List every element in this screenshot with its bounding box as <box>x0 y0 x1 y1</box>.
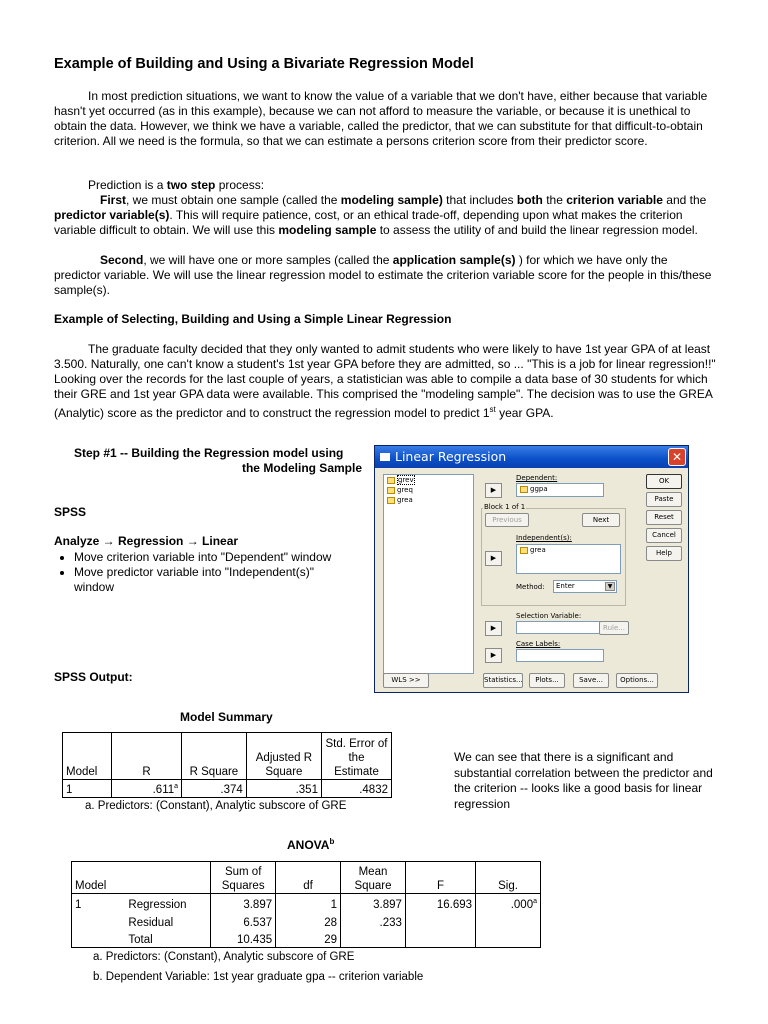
bold-text: First <box>100 193 127 207</box>
text: that includes <box>442 193 517 207</box>
variable-name: greq <box>397 486 413 494</box>
model-summary-title: Model Summary <box>180 710 273 724</box>
text: to assess the utility of and build the linear regression model. <box>376 223 698 237</box>
bold-text: modeling sample <box>278 223 377 237</box>
next-button[interactable]: Next <box>582 513 620 527</box>
case-labels-field[interactable] <box>516 649 604 662</box>
table-cell: 3.897 <box>341 894 406 912</box>
table-cell <box>72 930 126 948</box>
table-cell: Regression <box>125 894 210 912</box>
selection-variable-label: Selection Variable: <box>516 612 582 620</box>
footnote-marker: a <box>533 897 537 905</box>
header-cell: Sig. <box>476 862 541 894</box>
first-step-paragraph <box>54 193 716 238</box>
bold-text: Second <box>100 253 144 267</box>
variable-icon <box>387 497 395 504</box>
table-cell <box>476 894 541 912</box>
list-item[interactable] <box>517 545 620 555</box>
table-cell <box>405 930 475 948</box>
variable-icon <box>520 486 528 493</box>
reset-button[interactable]: Reset <box>646 510 682 525</box>
table-row <box>72 912 541 930</box>
list-item[interactable] <box>384 485 473 495</box>
variable-name: grev <box>398 476 414 484</box>
block-label: Block 1 of 1 <box>484 503 526 511</box>
table-cell: .351 <box>246 780 321 798</box>
chevron-down-icon[interactable]: ▼ <box>605 582 615 591</box>
analyze-menu-path: Analyze → Regression → Linear <box>54 534 239 548</box>
r-value: .611 <box>152 783 175 796</box>
options-button[interactable]: Options... <box>616 673 658 688</box>
method-value: Enter <box>556 582 575 590</box>
list-item[interactable] <box>384 475 473 485</box>
footnote-marker: a <box>174 783 179 790</box>
header-cell: R Square <box>182 733 247 780</box>
selection-variable-field[interactable] <box>516 621 604 634</box>
step1-instructions <box>54 550 354 595</box>
spss-label: SPSS <box>54 505 87 519</box>
table-row <box>63 780 392 798</box>
table-cell: Total <box>125 930 210 948</box>
table-cell <box>405 912 475 930</box>
bold-text: predictor variable(s) <box>54 208 170 222</box>
spss-output-label: SPSS Output: <box>54 670 133 684</box>
table-header-row <box>72 862 541 894</box>
text: , we will have one or more samples (called the <box>143 253 393 267</box>
list-item[interactable] <box>384 495 473 505</box>
paste-button[interactable]: Paste <box>646 492 682 507</box>
anova-footnote-a: a. Predictors: (Constant), Analytic subscore of GRE <box>93 951 355 963</box>
ok-button[interactable]: OK <box>646 474 682 489</box>
header-cell: Std. Error of the Estimate <box>321 733 391 780</box>
dependent-field[interactable] <box>516 483 604 497</box>
list-item: • Move predictor variable into "Independent(s)" window <box>74 565 354 595</box>
table-cell: 10.435 <box>211 930 276 948</box>
model-summary-footnote: a. Predictors: (Constant), Analytic subscore of GRE <box>85 800 347 812</box>
wls-button[interactable]: WLS >> <box>383 673 429 688</box>
plots-button[interactable]: Plots... <box>529 673 565 688</box>
bold-text: two step <box>166 178 216 192</box>
text: year GPA. <box>495 406 554 420</box>
help-button[interactable]: Help <box>646 546 682 561</box>
text: The graduate faculty decided that they only wanted to admit students who were likely to have 1st year GPA of at least 3.500. Naturally, one can't know a student's 1st year GPA before they are admitted, so ... "This is a job for linear regression!!" Looking over the records for the last couple of years, a statistician was able to compile a data base of 30 students for which their GRE and 1st year GPA data were available. This comprised the "modeling sample". The decision was to use the GREA (Analytic) score as the predictor and to construct the regression model to predict 1 <box>54 342 716 420</box>
variable-list[interactable] <box>383 474 474 674</box>
anova-footnote-b: b. Dependent Variable: 1st year graduate gpa -- criterion variable <box>93 971 424 983</box>
header-cell: R <box>112 733 182 780</box>
model-summary-table <box>62 732 392 798</box>
header-cell: Mean Square <box>341 862 406 894</box>
bold-text: modeling sample) <box>340 193 443 207</box>
table-header-row <box>63 733 392 780</box>
dependent-value: ggpa <box>530 485 548 493</box>
save-button[interactable]: Save... <box>573 673 609 688</box>
rule-button[interactable]: Rule... <box>599 621 629 635</box>
table-cell: .374 <box>182 780 247 798</box>
previous-button[interactable]: Previous <box>485 513 529 527</box>
bold-text: both <box>516 193 543 207</box>
list-item: • Move criterion variable into "Dependent" window <box>74 550 354 565</box>
intro-paragraph: In most prediction situations, we want to know the value of a variable that we don't have, either because that variable hasn't yet occurred (as in this example), because we can not afford to measure the variable, or because it is unethical to obtain the data. However, we think we have a variable, called the predictor, that we can substitute for that difficult-to-obtain criterion. All we need is the formula, so that we can estimate a persons criterion score from their predictor score. <box>54 89 708 148</box>
anova-table <box>71 861 541 948</box>
text: the <box>542 193 567 207</box>
independent-arrow-button[interactable]: ▶ <box>485 551 502 566</box>
table-cell: 6.537 <box>211 912 276 930</box>
header-cell: Adjusted R Square <box>246 733 321 780</box>
footnote-marker: b <box>329 837 335 846</box>
text: . This will require patience, cost, or an ethical trade-off, depending upon what makes the criterion variable difficult to obtain. We will use this <box>54 208 683 237</box>
bold-text: criterion variable <box>566 193 663 207</box>
section-body <box>54 342 716 421</box>
table-cell <box>341 930 406 948</box>
linear-regression-dialog <box>374 445 689 693</box>
text: Prediction is a <box>88 178 167 192</box>
variable-icon <box>387 477 395 484</box>
cancel-button[interactable]: Cancel <box>646 528 682 543</box>
table-cell: .4832 <box>321 780 391 798</box>
variable-icon <box>520 547 528 554</box>
table-cell: 1 <box>276 894 341 912</box>
table-cell <box>72 912 126 930</box>
table-row <box>72 930 541 948</box>
variable-name: grea <box>530 546 546 554</box>
table-cell: 29 <box>276 930 341 948</box>
variable-name: grea <box>397 496 413 504</box>
table-cell: 28 <box>276 912 341 930</box>
text: , we must obtain one sample (called the <box>126 193 341 207</box>
header-cell: Model <box>72 862 126 894</box>
bold-text: application sample(s) <box>392 253 516 267</box>
table-cell <box>112 780 182 798</box>
second-step-paragraph <box>54 253 716 298</box>
anova-title-text: ANOVA <box>287 838 330 852</box>
independent-list[interactable] <box>516 544 621 574</box>
table-cell: 1 <box>63 780 112 798</box>
independent-label: Independent(s): <box>516 534 572 542</box>
two-step-line <box>88 178 264 193</box>
table-cell: .233 <box>341 912 406 930</box>
window-icon <box>380 453 390 461</box>
table-cell: 3.897 <box>211 894 276 912</box>
dependent-arrow-button[interactable]: ▶ <box>485 483 502 498</box>
variable-icon <box>387 487 395 494</box>
dependent-label: Dependent: <box>516 474 558 482</box>
dialog-titlebar <box>375 446 688 468</box>
page-title: Example of Building and Using a Bivariate Regression Model <box>54 56 474 72</box>
interpretation-comment: We can see that there is a significant and substantial correlation between the predictor and the criterion -- looks like a good basis for linear regression <box>454 750 713 811</box>
header-cell: df <box>276 862 341 894</box>
table-cell <box>476 912 541 930</box>
step1-line1: Step #1 -- Building the Regression model using <box>74 446 344 460</box>
text: ) for which we have only the predictor variable. We will use the linear regression model to estimate the criterion variable score for the people in this/these sample(s). <box>54 253 712 297</box>
statistics-button[interactable]: Statistics... <box>483 673 523 688</box>
table-cell <box>476 930 541 948</box>
close-icon[interactable]: ✕ <box>668 448 686 466</box>
superscript: st <box>489 405 496 414</box>
table-row <box>72 894 541 912</box>
anova-title <box>287 837 334 852</box>
header-cell: Sum of Squares <box>211 862 276 894</box>
section-heading: Example of Selecting, Building and Using a Simple Linear Regression <box>54 312 452 326</box>
table-cell: 1 <box>72 894 126 912</box>
header-cell <box>125 862 210 894</box>
table-cell: Residual <box>125 912 210 930</box>
case-labels-label: Case Labels: <box>516 640 561 648</box>
selection-arrow-button[interactable]: ▶ <box>485 621 502 636</box>
text: process: <box>215 178 265 192</box>
header-cell: F <box>405 862 475 894</box>
step1-line2: the Modeling Sample <box>241 461 362 475</box>
dialog-title: Linear Regression <box>395 449 507 464</box>
sig-value: .000 <box>510 898 534 911</box>
case-labels-arrow-button[interactable]: ▶ <box>485 648 502 663</box>
table-cell: 16.693 <box>405 894 475 912</box>
text: and the <box>662 193 707 207</box>
step1-heading <box>54 446 362 476</box>
method-select[interactable] <box>553 580 617 593</box>
method-label: Method: <box>516 583 545 591</box>
header-cell: Model <box>63 733 112 780</box>
